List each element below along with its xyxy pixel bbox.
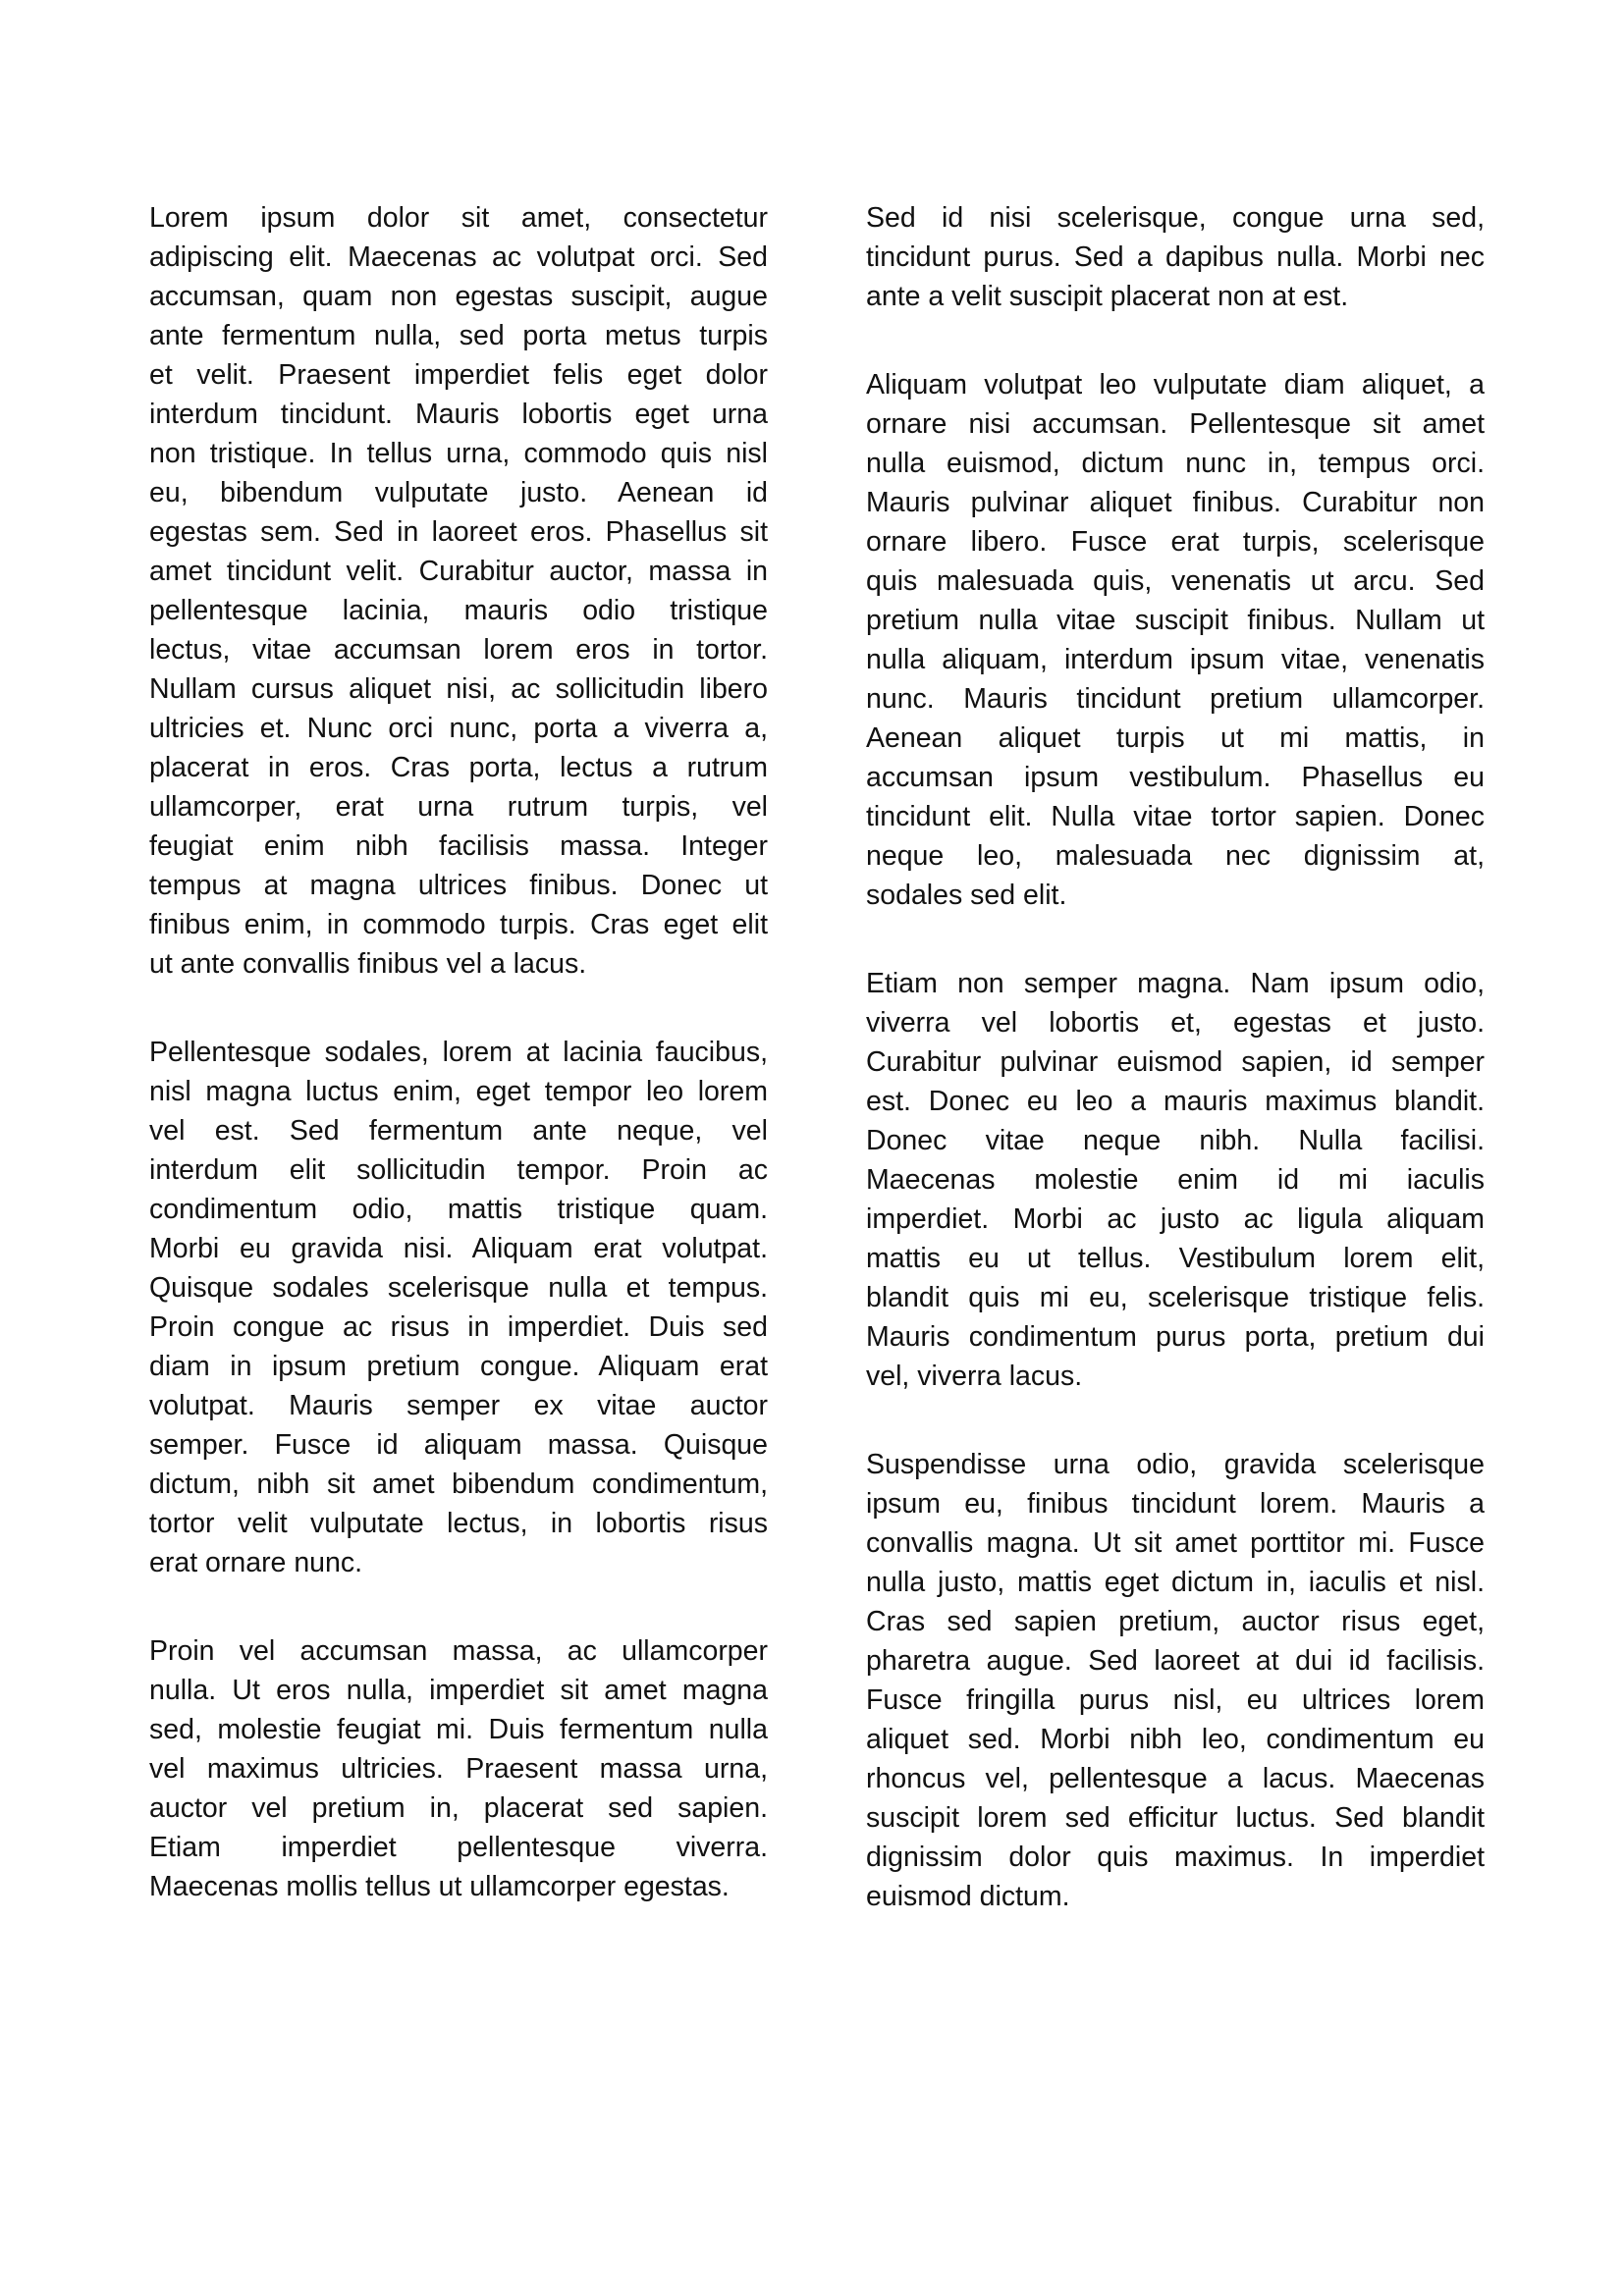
text-line: ut ante convallis finibus vel a lacus. [149, 948, 587, 980]
paragraph [149, 1631, 768, 1906]
text-line: vel est. Sed fermentum ante neque, vel [149, 1115, 768, 1147]
text-line: volutpat. Mauris semper ex vitae auctor [149, 1390, 768, 1421]
paragraph [866, 198, 1485, 316]
text-line: interdum tincidunt. Mauris lobortis eget urna [149, 399, 768, 430]
text-line: pretium nulla vitae suscipit finibus. Nullam ut [866, 605, 1485, 636]
paragraph [149, 198, 768, 984]
text-line: Morbi eu gravida nisi. Aliquam erat volutpat. [149, 1233, 768, 1264]
text-line: feugiat enim nibh facilisis massa. Integer [149, 830, 768, 862]
text-line: tortor velit vulputate lectus, in lobortis risus [149, 1508, 768, 1539]
text-line: sed, molestie feugiat mi. Duis fermentum nulla [149, 1714, 768, 1745]
text-line: semper. Fusce id aliquam massa. Quisque [149, 1429, 768, 1461]
text-line: Nullam cursus aliquet nisi, ac sollicitudin libero [149, 673, 768, 705]
text-line: Suspendisse urna odio, gravida scelerisque [866, 1449, 1485, 1480]
paragraph [866, 964, 1485, 1396]
text-line: aliquet sed. Morbi nibh leo, condimentum eu [866, 1724, 1485, 1755]
text-line: Donec vitae neque nibh. Nulla facilisi. [866, 1125, 1485, 1156]
text-line: sodales sed elit. [866, 880, 1067, 911]
text-line: et velit. Praesent imperdiet felis eget dolor [149, 359, 768, 391]
text-line: Fusce fringilla purus nisl, eu ultrices lorem [866, 1684, 1485, 1716]
text-line: condimentum odio, mattis tristique quam. [149, 1194, 768, 1225]
text-line: ante a velit suscipit placerat non at est. [866, 281, 1349, 312]
paragraph [149, 1033, 768, 1582]
text-line: placerat in eros. Cras porta, lectus a rutrum [149, 752, 768, 783]
text-line: erat ornare nunc. [149, 1547, 363, 1578]
text-line: finibus enim, in commodo turpis. Cras eget elit [149, 909, 768, 940]
text-line: quis malesuada quis, venenatis ut arcu. Sed [866, 565, 1485, 597]
text-line: euismod dictum. [866, 1881, 1070, 1912]
text-line: Etiam non semper magna. Nam ipsum odio, [866, 968, 1485, 999]
text-line: mattis eu ut tellus. Vestibulum lorem elit, [866, 1243, 1485, 1274]
text-line: ornare libero. Fusce erat turpis, scelerisque [866, 526, 1485, 558]
text-line: Lorem ipsum dolor sit amet, consectetur [149, 202, 768, 234]
text-line: pharetra augue. Sed laoreet at dui id facilisis. [866, 1645, 1485, 1677]
text-line: tincidunt elit. Nulla vitae tortor sapien. Donec [866, 801, 1485, 832]
text-line: neque leo, malesuada nec dignissim at, [866, 840, 1485, 872]
text-line: nisl magna luctus enim, eget tempor leo lorem [149, 1076, 768, 1107]
text-line: tincidunt purus. Sed a dapibus nulla. Morbi nec [866, 241, 1485, 273]
text-line: Aenean aliquet turpis ut mi mattis, in [866, 722, 1485, 754]
text-line: suscipit lorem sed efficitur luctus. Sed blandit [866, 1802, 1485, 1834]
text-line: est. Donec eu leo a mauris maximus blandit. [866, 1086, 1485, 1117]
paragraph [866, 365, 1485, 915]
text-line: ornare nisi accumsan. Pellentesque sit amet [866, 408, 1485, 440]
right-text-column [866, 198, 1485, 1965]
text-line: Aliquam volutpat leo vulputate diam aliquet, a [866, 369, 1485, 400]
text-line: nulla justo, mattis eget dictum in, iaculis et nisl. [866, 1567, 1485, 1598]
text-line: Proin congue ac risus in imperdiet. Duis sed [149, 1311, 768, 1343]
text-line: Mauris condimentum purus porta, pretium dui [866, 1321, 1485, 1353]
text-line: nulla euismod, dictum nunc in, tempus orci. [866, 448, 1485, 479]
text-line: interdum elit sollicitudin tempor. Proin ac [149, 1154, 768, 1186]
text-line: blandit quis mi eu, scelerisque tristique felis. [866, 1282, 1485, 1313]
text-line: egestas sem. Sed in laoreet eros. Phasellus sit [149, 516, 768, 548]
text-line: ultricies et. Nunc orci nunc, porta a viverra a, [149, 713, 768, 744]
text-line: viverra vel lobortis et, egestas et justo. [866, 1007, 1485, 1039]
text-line: tempus at magna ultrices finibus. Donec ut [149, 870, 768, 901]
text-line: Curabitur pulvinar euismod sapien, id semper [866, 1046, 1485, 1078]
text-line: Pellentesque sodales, lorem at lacinia faucibus, [149, 1037, 768, 1068]
left-text-column [149, 198, 768, 1955]
text-line: non tristique. In tellus urna, commodo quis nisl [149, 438, 768, 469]
text-line: imperdiet. Morbi ac justo ac ligula aliquam [866, 1203, 1485, 1235]
text-line: rhoncus vel, pellentesque a lacus. Maecenas [866, 1763, 1485, 1794]
text-line: vel maximus ultricies. Praesent massa urna, [149, 1753, 768, 1785]
text-line: eu, bibendum vulputate justo. Aenean id [149, 477, 768, 508]
text-line: dignissim dolor quis maximus. In imperdiet [866, 1842, 1485, 1873]
text-line: ipsum eu, finibus tincidunt lorem. Mauris a [866, 1488, 1485, 1520]
text-line: Proin vel accumsan massa, ac ullamcorper [149, 1635, 768, 1667]
text-line: auctor vel pretium in, placerat sed sapien. [149, 1792, 768, 1824]
paragraph [866, 1445, 1485, 1916]
text-line: vel, viverra lacus. [866, 1361, 1083, 1392]
text-line: adipiscing elit. Maecenas ac volutpat orci. Sed [149, 241, 768, 273]
text-line: Etiam imperdiet pellentesque viverra. [149, 1832, 768, 1863]
text-line: nulla aliquam, interdum ipsum vitae, venenatis [866, 644, 1485, 675]
text-line: ullamcorper, erat urna rutrum turpis, vel [149, 791, 768, 823]
text-line: dictum, nibh sit amet bibendum condimentum, [149, 1468, 768, 1500]
text-line: convallis magna. Ut sit amet porttitor mi. Fusce [866, 1527, 1485, 1559]
text-line: amet tincidunt velit. Curabitur auctor, massa in [149, 556, 768, 587]
text-line: Sed id nisi scelerisque, congue urna sed, [866, 202, 1485, 234]
text-line: pellentesque lacinia, mauris odio tristique [149, 595, 768, 626]
text-line: nulla. Ut eros nulla, imperdiet sit amet magna [149, 1675, 768, 1706]
text-line: accumsan ipsum vestibulum. Phasellus eu [866, 762, 1485, 793]
text-line: Quisque sodales scelerisque nulla et tempus. [149, 1272, 768, 1304]
text-line: ante fermentum nulla, sed porta metus turpis [149, 320, 768, 351]
text-line: accumsan, quam non egestas suscipit, augue [149, 281, 768, 312]
text-line: Maecenas molestie enim id mi iaculis [866, 1164, 1485, 1196]
text-line: nunc. Mauris tincidunt pretium ullamcorper. [866, 683, 1485, 715]
text-line: Cras sed sapien pretium, auctor risus eget, [866, 1606, 1485, 1637]
text-line: lectus, vitae accumsan lorem eros in tortor. [149, 634, 768, 666]
text-line: diam in ipsum pretium congue. Aliquam erat [149, 1351, 768, 1382]
text-line: Mauris pulvinar aliquet finibus. Curabitur non [866, 487, 1485, 518]
text-line: Maecenas mollis tellus ut ullamcorper egestas. [149, 1871, 730, 1902]
